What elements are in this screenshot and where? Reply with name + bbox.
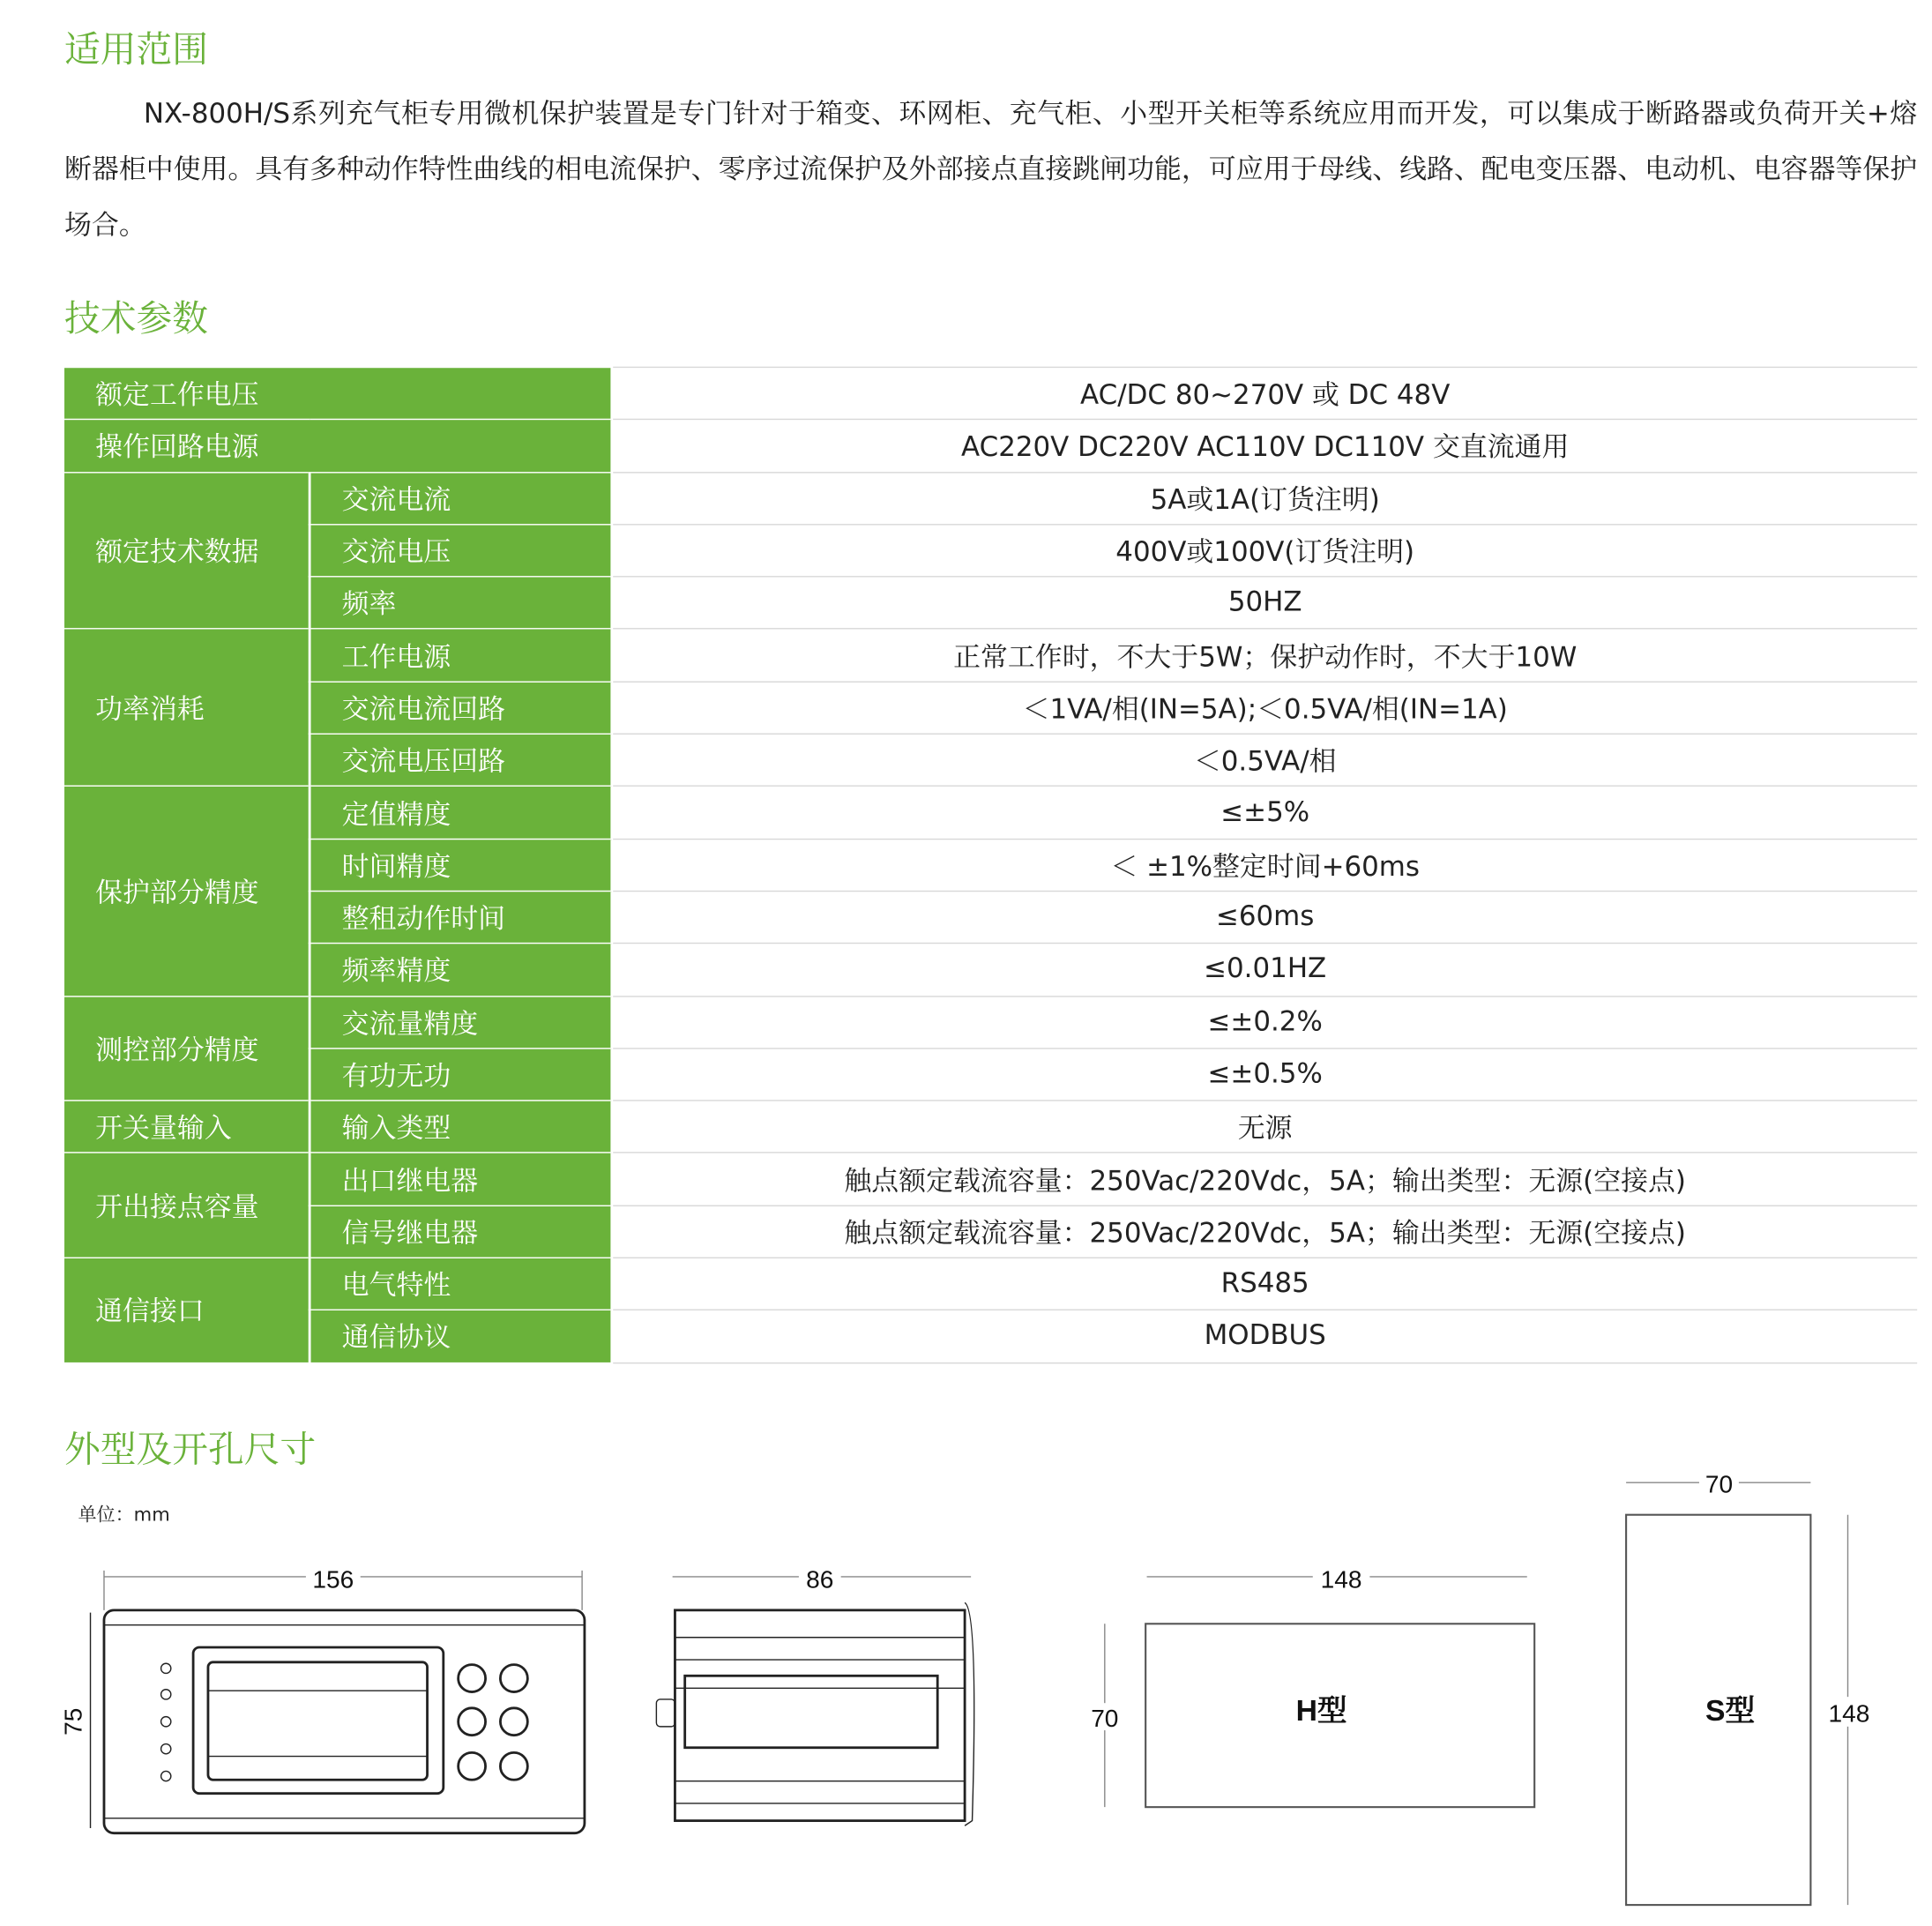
s-height-label: 148 (1828, 1699, 1870, 1728)
h-type-label: H型 (1295, 1693, 1347, 1728)
value-cell: 5A或1A(订货注明) (612, 472, 1917, 524)
value-cell: ≤±0.2% (612, 996, 1917, 1048)
value-cell: 400V或100V(订货注明) (612, 525, 1917, 577)
value-cell: 正常工作时，不大于5W；保护动作时，不大于10W (612, 629, 1917, 681)
side-width-label: 86 (806, 1565, 834, 1594)
group-cell: 保护部分精度 (64, 787, 310, 997)
label-cell: 通信协议 (310, 1310, 612, 1362)
value-cell: MODBUS (612, 1310, 1917, 1362)
unit-label: 单位：mm (78, 1504, 170, 1527)
value-cell: ≤±0.5% (612, 1049, 1917, 1101)
h-cutout-drawing (1105, 1577, 1534, 1807)
label-cell: 频率 (310, 577, 612, 629)
label-cell: 输入类型 (310, 1101, 612, 1153)
value-cell: AC220V DC220V AC110V DC110V 交直流通用 (612, 420, 1917, 472)
s-width-label: 70 (1704, 1470, 1734, 1498)
value-cell: AC/DC 80~270V 或 DC 48V (612, 367, 1917, 419)
group-cell: 通信接口 (64, 1258, 310, 1362)
group-cell: 开关量输入 (64, 1101, 310, 1153)
label-cell: 时间精度 (310, 839, 612, 891)
label-cell: 有功无功 (310, 1049, 612, 1101)
value-cell: ＜1VA/相(IN=5A);＜0.5VA/相(IN=1A) (612, 682, 1917, 734)
section-title-dims: 外型及开孔尺寸 (64, 1428, 317, 1471)
label-cell: 频率精度 (310, 944, 612, 996)
label-cell: 出口继电器 (310, 1153, 612, 1206)
label-cell: 交流电流回路 (310, 682, 612, 734)
s-type-label: S型 (1705, 1693, 1756, 1728)
label-cell: 交流电流 (310, 472, 612, 524)
h-height-label: 70 (1091, 1704, 1119, 1732)
value-cell: RS485 (612, 1258, 1917, 1310)
label-cell: 电气特性 (310, 1258, 612, 1310)
group-cell: 测控部分精度 (64, 996, 310, 1101)
value-cell: 无源 (612, 1101, 1917, 1153)
section-title-params: 技术参数 (64, 297, 208, 340)
value-cell: 触点额定载流容量：250Vac/220Vdc，5A；输出类型：无源(空接点) (612, 1206, 1917, 1258)
front-height-label: 75 (59, 1707, 87, 1736)
label-cell: 工作电源 (310, 629, 612, 681)
value-cell: 触点额定载流容量：250Vac/220Vdc，5A；输出类型：无源(空接点) (612, 1153, 1917, 1206)
label-cell: 信号继电器 (310, 1206, 612, 1258)
label-cell: 交流量精度 (310, 996, 612, 1048)
value-cell: ≤±5% (612, 787, 1917, 839)
side-view-drawing (656, 1577, 973, 1825)
group-cell: 开出接点容量 (64, 1153, 310, 1258)
label-cell: 交流电压回路 (310, 734, 612, 786)
value-cell: ＜ ±1%整定时间+60ms (612, 839, 1917, 891)
label-cell: 定值精度 (310, 787, 612, 839)
group-cell: 功率消耗 (64, 629, 310, 786)
section-title-scope: 适用范围 (64, 28, 208, 71)
value-cell: ≤60ms (612, 891, 1917, 943)
front-width-label: 156 (312, 1565, 354, 1594)
value-cell: 50HZ (612, 577, 1917, 629)
h-width-label: 148 (1320, 1565, 1362, 1594)
group-cell: 额定工作电压 (64, 367, 612, 419)
label-cell: 交流电压 (310, 525, 612, 577)
value-cell: ≤0.01HZ (612, 944, 1917, 996)
front-view-drawing (91, 1571, 585, 1833)
label-cell: 整租动作时间 (310, 891, 612, 943)
value-cell: ＜0.5VA/相 (612, 734, 1917, 786)
group-cell: 额定技术数据 (64, 472, 310, 629)
group-cell: 操作回路电源 (64, 420, 612, 472)
intro-paragraph: NX-800H/S系列充气柜专用微机保护装置是专门针对于箱变、环网柜、充气柜、小型开关柜等系统应用而开发，可以集成于断路器或负荷开关+熔断器柜中使用。具有多种动作特性曲线的相电流保护、零序过流保护及外部接点直接跳闸功能，可应用于母线、线路、配电变压器、电动机、电容器等保护场合。 (64, 99, 1918, 242)
